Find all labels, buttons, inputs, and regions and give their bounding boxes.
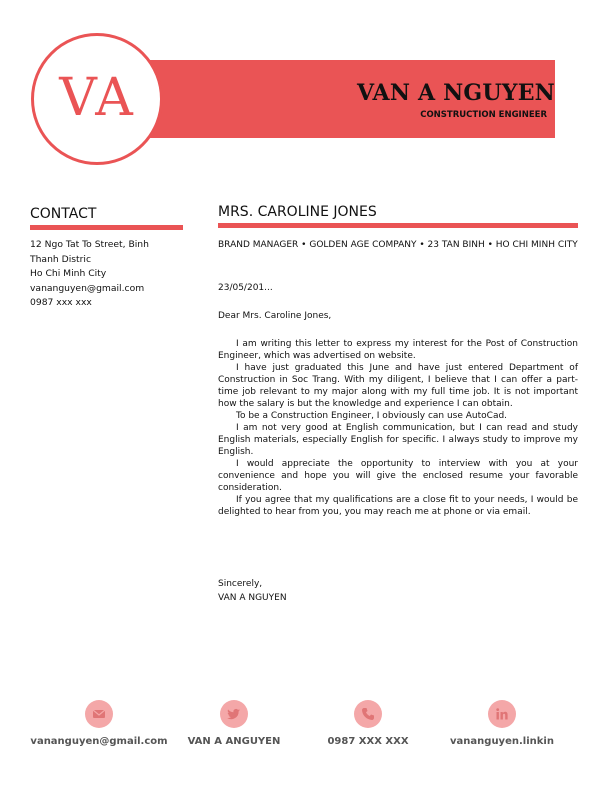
header-banner [150,60,555,138]
applicant-job-title: CONSTRUCTION ENGINEER [420,110,547,120]
contact-divider [30,225,183,230]
letter-paragraph: I would appreciate the opportunity to interview with you at your convenience and hope you will give the enclosed resume your favorable consideration. [218,459,578,493]
monogram-circle [31,33,163,165]
contact-city: Ho Chi Minh City [30,268,107,279]
linkedin-icon [488,700,516,728]
letter-paragraph: I am not very good at English communication, but I can read and study English materials, especially English for specific. I always study to improve my English. [218,423,578,457]
recipient-name: MRS. CAROLINE JONES [218,204,377,220]
footer-linkedin [432,700,572,747]
contact-phone: 0987 xxx xxx [30,297,92,308]
phone-icon [354,700,382,728]
letter-closing: Sincerely, [218,579,263,589]
letter-date: 23/05/201... [218,283,273,293]
twitter-icon [220,700,248,728]
email-icon [85,700,113,728]
letter-signature: VAN A NGUYEN [218,593,287,603]
footer-email [29,700,169,747]
footer-phone-label: 0987 XXX XXX [327,736,409,747]
letter-paragraph: If you agree that my qualifications are a close fit to your needs, I would be delighted to hear from you, you may reach me at phone or via email. [218,495,578,517]
recipient-info: BRAND MANAGER • GOLDEN AGE COMPANY • 23 TAN BINH • HO CHI MINH CITY [218,240,578,250]
letter-paragraph: I am writing this letter to express my interest for the Post of Construction Engineer, which was advertised on website. [218,339,578,361]
contact-email: vananguyen@gmail.com [30,282,145,294]
letter-paragraph: I have just graduated this June and have just entered Department of Construction in Soc Trang. With my diligent, I believe that I can offer a part-time job relevant to my major along with my full time job. It is not important how the salary is but the knowledge and experience I can obtain. [218,363,578,409]
contact-details [30,238,185,311]
monogram-text: VA [59,68,135,128]
footer-linkedin-label: vananguyen.linkin [450,736,554,747]
letter-divider [218,223,578,228]
contact-address-line-2: Thanh Distric [30,253,92,265]
footer-phone [298,700,438,747]
footer-twitter-label: VAN A ANGUYEN [187,736,281,747]
letter-body [218,338,578,518]
footer-twitter [164,700,304,747]
letter-salutation: Dear Mrs. Caroline Jones, [218,311,332,321]
letter-paragraph: To be a Construction Engineer, I obviously can use AutoCad. [236,411,508,421]
applicant-name: VAN A NGUYEN [357,80,555,106]
contact-heading: CONTACT [30,206,97,222]
contact-address-line-1: 12 Ngo Tat To Street, Binh [30,239,149,250]
footer-email-label: vananguyen@gmail.com [30,736,168,747]
